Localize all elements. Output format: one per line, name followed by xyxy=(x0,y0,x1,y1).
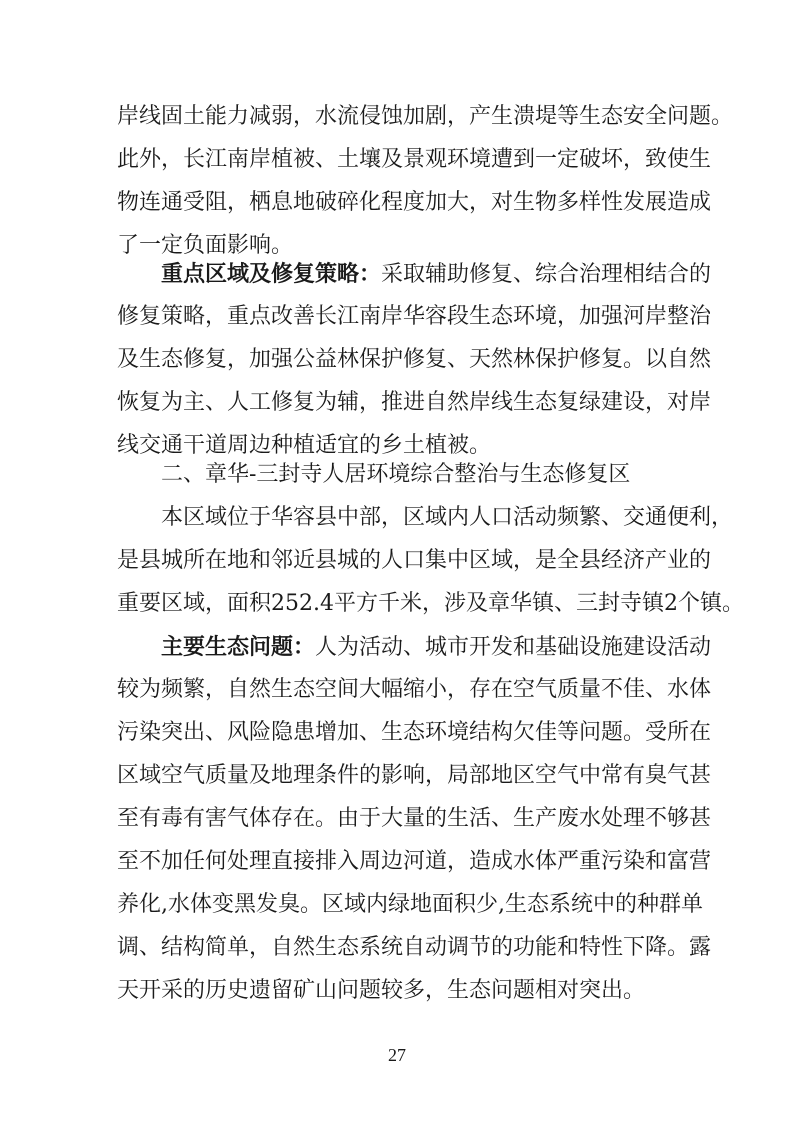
para3-line-1: 本区域位于华容县中部，区域内人口活动频繁、交通便利， xyxy=(161,505,734,530)
para4-line-1 xyxy=(161,632,712,662)
para4-label: 主要生态问题： xyxy=(161,634,316,660)
para2-line-5: 线交通干道周边种植适宜的乡土植被。 xyxy=(117,433,492,458)
para4-line-8: 调、结构简单，自然生态系统自动调节的功能和特性下降。露 xyxy=(117,935,712,960)
page-number: 27 xyxy=(388,1045,406,1065)
para4-line-7: 养化,水体变黑发臭。区域内绿地面积少,生态系统中的种群单 xyxy=(117,892,703,917)
section-heading: 二、章华-三封寺人居环境综合整治与生态修复区 xyxy=(161,462,631,487)
para2-line-4: 恢复为主、人工修复为辅，推进自然岸线生态复绿建设，对岸 xyxy=(117,390,712,415)
para1-line-4: 了一定负面影响。 xyxy=(117,233,294,258)
para3-line-2: 是县城所在地和邻近县城的人口集中区域，是全县经济产业的 xyxy=(117,548,712,573)
para2-first-line-rest: 采取辅助修复、综合治理相结合的 xyxy=(381,262,712,287)
para3-line-3: 重要区域，面积252.4平方千米，涉及章华镇、三封寺镇2个镇。 xyxy=(117,591,744,616)
para2-line-3: 及生态修复，加强公益林保护修复、天然林保护修复。以自然 xyxy=(117,347,712,372)
para4-first-line-rest: 人为活动、城市开发和基础设施建设活动 xyxy=(315,635,712,660)
para1-line-3: 物连通受阻，栖息地破碎化程度加大，对生物多样性发展造成 xyxy=(117,190,712,215)
para4-line-4: 区域空气质量及地理条件的影响，局部地区空气中常有臭气甚 xyxy=(117,763,712,788)
para4-line-6: 至不加任何处理直接排入周边河道，造成水体严重污染和富营 xyxy=(117,849,712,874)
para4-line-9: 天开采的历史遗留矿山问题较多，生态问题相对突出。 xyxy=(117,978,646,1003)
para2-line-2: 修复策略，重点改善长江南岸华容段生态环境，加强河岸整治 xyxy=(117,304,712,329)
para2-label: 重点区域及修复策略： xyxy=(161,261,382,287)
para4-line-3: 污染突出、风险隐患增加、生态环境结构欠佳等问题。受所在 xyxy=(117,720,712,745)
para4-line-5: 至有毒有害气体存在。由于大量的生活、生产废水处理不够甚 xyxy=(117,806,712,831)
para1-line-2: 此外，长江南岸植被、土壤及景观环境遭到一定破坏，致使生 xyxy=(117,147,712,172)
para2-line-1 xyxy=(161,259,712,289)
para1-line-1: 岸线固土能力减弱，水流侵蚀加剧，产生溃堤等生态安全问题。 xyxy=(117,104,734,129)
para4-line-2: 较为频繁，自然生态空间大幅缩小，存在空气质量不佳、水体 xyxy=(117,677,712,702)
